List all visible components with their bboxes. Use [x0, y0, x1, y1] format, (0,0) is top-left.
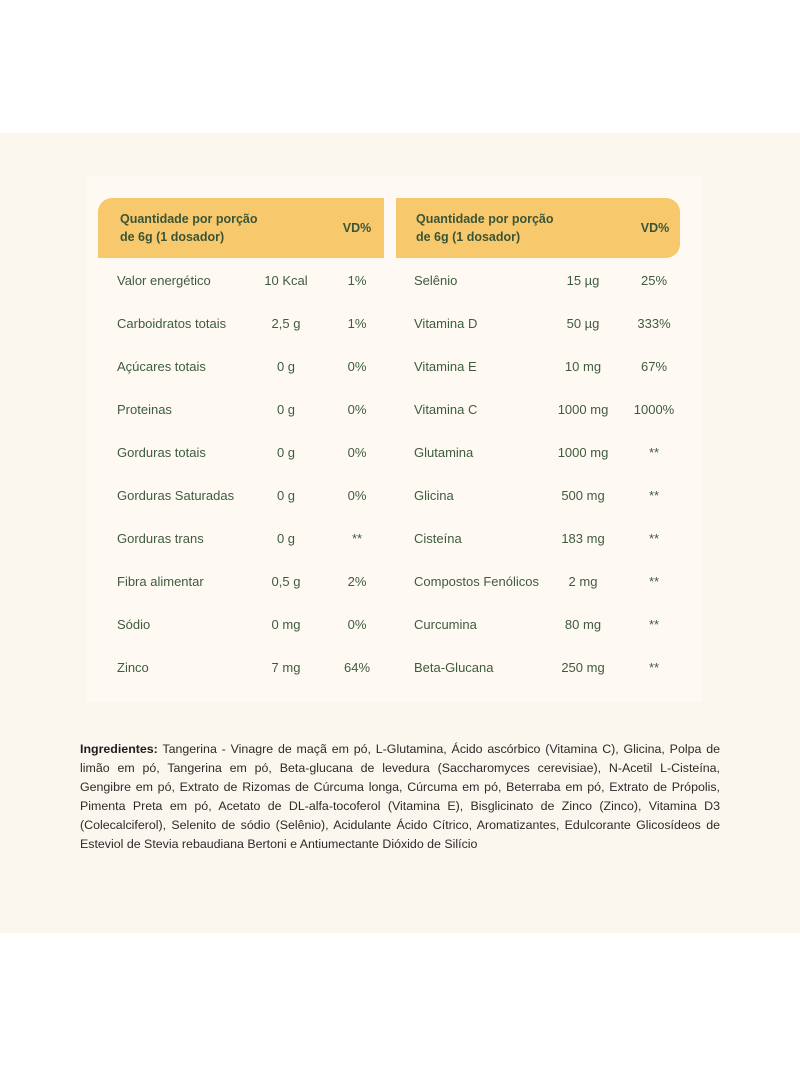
nutrition-row — [396, 345, 680, 388]
nutrient-daily-value: 0% — [347, 359, 367, 374]
nutrition-row — [396, 388, 680, 431]
nutrition-row — [396, 474, 680, 517]
nutrient-name: Gorduras totais — [117, 445, 206, 460]
nutrient-amount: 0 g — [276, 531, 296, 546]
portion-label — [416, 210, 554, 246]
nutrient-daily-value: 2% — [347, 574, 367, 589]
nutrient-amount: 7 mg — [271, 660, 301, 675]
nutrient-amount: 0 g — [276, 402, 296, 417]
nutrient-daily-value: 1% — [347, 316, 367, 331]
nutrition-row — [98, 603, 384, 646]
nutrient-name: Zinco — [117, 660, 149, 675]
nutrition-row — [98, 345, 384, 388]
portion-line-1: Quantidade por porção — [120, 212, 258, 226]
nutrient-amount: 0,5 g — [271, 574, 301, 589]
nutrient-name: Glicina — [414, 488, 454, 503]
nutrient-daily-value: 0% — [347, 402, 367, 417]
nutrient-name: Vitamina C — [414, 402, 478, 417]
nutrient-amount: 500 mg — [561, 488, 605, 503]
nutrient-daily-value: ** — [648, 574, 660, 589]
nutrient-amount: 15 µg — [566, 273, 600, 288]
nutrient-amount: 10 mg — [564, 359, 602, 374]
nutrition-row — [98, 474, 384, 517]
nutrient-name: Vitamina D — [414, 316, 478, 331]
nutrient-name: Carboidratos totais — [117, 316, 227, 331]
nutrition-row — [396, 431, 680, 474]
nutrient-daily-value: 333% — [637, 316, 671, 331]
nutrient-name: Curcumina — [414, 617, 477, 632]
nutrient-name: Compostos Fenólicos — [414, 574, 539, 589]
nutrient-daily-value: ** — [648, 617, 660, 632]
nutrient-name: Beta-Glucana — [414, 660, 494, 675]
nutrient-name: Cisteína — [414, 531, 462, 546]
nutrient-daily-value: 64% — [343, 660, 371, 675]
nutrient-amount: 250 mg — [561, 660, 605, 675]
table-body — [98, 259, 384, 689]
nutrient-amount: 0 g — [276, 359, 296, 374]
nutrient-daily-value: 25% — [640, 273, 668, 288]
nutrient-amount: 0 mg — [271, 617, 301, 632]
nutrient-daily-value: 1% — [347, 273, 367, 288]
nutrient-name: Valor energético — [117, 273, 211, 288]
nutrition-row — [98, 646, 384, 689]
nutrition-row — [396, 560, 680, 603]
portion-line-2: de 6g (1 dosador) — [416, 230, 521, 244]
portion-label — [120, 210, 258, 246]
nutrition-row — [396, 259, 680, 302]
vd-header: VD% — [640, 221, 670, 235]
nutrient-daily-value: ** — [351, 531, 363, 546]
nutrient-daily-value: 0% — [347, 445, 367, 460]
nutrient-amount: 0 g — [276, 445, 296, 460]
nutrient-amount: 0 g — [276, 488, 296, 503]
nutrient-amount: 2,5 g — [271, 316, 301, 331]
nutrient-amount: 183 mg — [561, 531, 605, 546]
vd-header: VD% — [342, 221, 372, 235]
nutrient-name: Gorduras Saturadas — [117, 488, 235, 503]
nutrition-row — [98, 431, 384, 474]
nutrition-row — [98, 560, 384, 603]
table-header — [98, 198, 384, 258]
nutrition-row — [396, 603, 680, 646]
ingredients-text — [80, 740, 720, 854]
nutrient-name: Selênio — [414, 273, 458, 288]
nutrition-table-right — [396, 198, 680, 688]
nutrient-daily-value: ** — [648, 531, 660, 546]
nutrient-name: Gorduras trans — [117, 531, 204, 546]
nutrient-amount: 50 µg — [566, 316, 600, 331]
nutrient-amount: 1000 mg — [557, 402, 609, 417]
nutrient-daily-value: ** — [648, 488, 660, 503]
nutrition-row — [98, 302, 384, 345]
nutrition-row — [396, 646, 680, 689]
nutrition-row — [98, 259, 384, 302]
nutrient-name: Fibra alimentar — [117, 574, 204, 589]
nutrient-name: Proteinas — [117, 402, 172, 417]
portion-line-1: Quantidade por porção — [416, 212, 554, 226]
nutrient-name: Sódio — [117, 617, 151, 632]
nutrient-amount: 80 mg — [564, 617, 602, 632]
nutrient-name: Vitamina E — [414, 359, 477, 374]
nutrient-daily-value: 1000% — [633, 402, 675, 417]
ingredients-list: Tangerina - Vinagre de maçã em pó, L-Glutamina, Ácido ascórbico (Vitamina C), Glicina, Polpa de limão em pó, Tangerina em pó, Beta-glucana de levedura (Saccharomyces cerevisiae), N-Acetil L-Cisteína, Gengibre em pó, Extrato de Rizomas de Cúrcuma longa, Cúrcuma em pó, Beterraba em pó, Extrato de Própolis, Pimenta Preta em pó, Acetato de DL-alfa-tocoferol (Vitamina E), Bisglicinato de Zinco (Zinco), Vitamina D3 (Colecalciferol), Selenito de sódio (Selênio), Acidulante Ácido Cítrico, Aromatizantes, Edulcorante Glicosídeos de Esteviol de Stevia rebaudiana Bertoni e Antiumectante Dióxido de Silício — [80, 742, 720, 851]
nutrition-row — [396, 302, 680, 345]
table-body — [396, 259, 680, 689]
nutrient-daily-value: 0% — [347, 617, 367, 632]
nutrition-row — [98, 517, 384, 560]
nutrition-row — [396, 517, 680, 560]
nutrient-amount: 10 Kcal — [264, 273, 308, 288]
nutrient-daily-value: 0% — [347, 488, 367, 503]
nutrient-daily-value: ** — [648, 445, 660, 460]
nutrient-amount: 2 mg — [568, 574, 598, 589]
nutrient-name: Glutamina — [414, 445, 474, 460]
table-header — [396, 198, 680, 258]
nutrient-name: Açúcares totais — [117, 359, 206, 374]
portion-line-2: de 6g (1 dosador) — [120, 230, 225, 244]
ingredients-label: Ingredientes: — [80, 742, 158, 756]
nutrition-table-left — [98, 198, 384, 688]
nutrient-amount: 1000 mg — [557, 445, 609, 460]
nutrient-daily-value: 67% — [640, 359, 668, 374]
nutrition-row — [98, 388, 384, 431]
nutrient-daily-value: ** — [648, 660, 660, 675]
